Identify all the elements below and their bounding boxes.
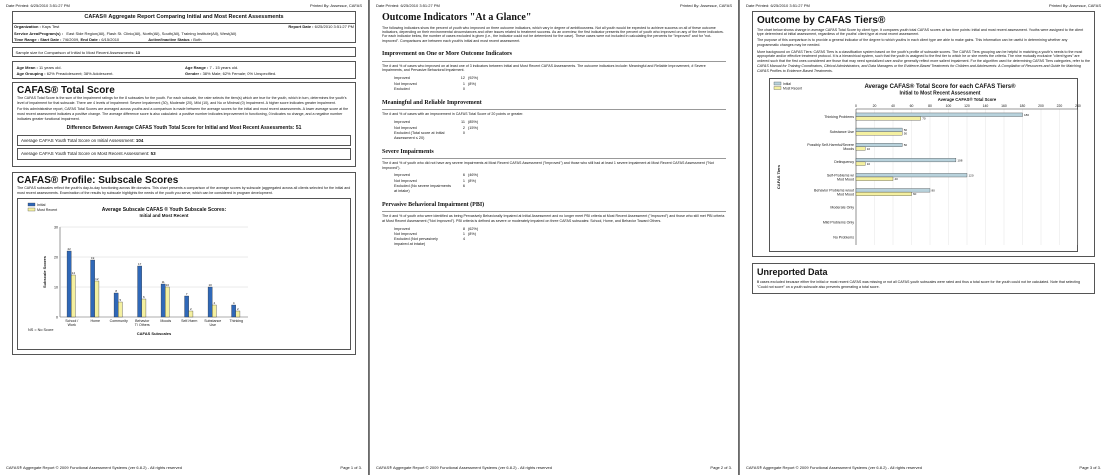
age-mean-value: 11 years old.: [38, 64, 62, 70]
x-tick-label: 160: [1001, 104, 1007, 109]
bar: [856, 132, 902, 136]
stat-percent: (8%): [468, 81, 477, 86]
page-header: [376, 3, 732, 8]
report-title: CAFAS® Aggregate Report Comparing Initial and Most Recent Assessments: [13, 12, 355, 24]
printed-by: Printed By: Assessor, CAFAS: [679, 3, 732, 8]
chart-subtitle: Initial and Most Recent: [139, 213, 189, 219]
x-tick-label: 200: [1038, 104, 1044, 109]
stat-percent: [468, 237, 481, 247]
bar-data-label: 17: [137, 262, 142, 267]
bar: [856, 158, 956, 162]
stat-count: 2: [462, 125, 465, 130]
stat-percent: (46%): [468, 173, 479, 178]
stat-label: Not Improved: [394, 231, 417, 236]
stat-label: Not Improved: [394, 125, 417, 130]
y-tick-label: Self-Problems w/: [826, 173, 854, 178]
x-tick-label: 0: [855, 104, 857, 109]
chart-subtitle: Initial to Most Recent Assessment: [899, 90, 981, 97]
bar: [118, 302, 122, 317]
divider: [382, 61, 726, 62]
outcome-indicators-title: Outcome Indicators "At a Glance": [382, 12, 532, 23]
age-range-label: Age Range :: [185, 64, 209, 70]
bar: [161, 284, 165, 317]
bar: [856, 117, 921, 121]
outcome-section-heading: Severe Impairments: [382, 148, 434, 155]
y-tick-label: Moods: [843, 147, 854, 152]
stat-label: Not Improved: [394, 178, 417, 183]
x-tick-label: 120: [964, 104, 970, 109]
total-score-para: For this administrative report, CAFAS Total Scores are averaged across youths and a comparison is made between the average scores for the initial and most recent assessments. A lower average score at the most recent assessment indicates a positive change. The average difference score is also calculated: a positive number indicates improvement in functioning, 0 indicates no change, and a negative number indicates greater functional impairment.: [17, 107, 349, 121]
sample-value: 13: [135, 49, 141, 55]
x-tick-label: 240: [1075, 104, 1081, 109]
stat-percent: (85%): [468, 120, 479, 125]
stat-label: Improved: [394, 173, 410, 178]
divider: [382, 109, 726, 110]
outcome-section-desc: The # and % of cases who improved on at least one of 3 indicators between Initial and Most Recent CAFAS Assessments. The outcome indicators include: Meaningful and Reliable Improvement, # Severe Impairments, and Pervasive Behavioral Impairment.: [382, 63, 706, 73]
bar: [142, 299, 146, 317]
outcome-section: [382, 100, 726, 141]
chart-note: NS = No Score: [28, 328, 54, 333]
report-date-label: Report Date :: [288, 24, 314, 30]
chart-title: Average CAFAS® Total Score for each CAFAS Tiers®: [864, 84, 1016, 91]
stat-label: Improved: [394, 120, 410, 125]
report-info-box: [12, 11, 356, 43]
chart-title: Average Subscale CAFAS ® Youth Subscale Scores:: [101, 207, 227, 214]
bar: [856, 143, 902, 147]
y-tick-label: Moderate Only: [830, 205, 854, 210]
difference-value: 51: [295, 125, 302, 132]
y-tick-label: Mod Mood: [837, 192, 854, 197]
outcome-stat-table: [394, 76, 481, 92]
bar-data-label: 70: [922, 116, 926, 121]
y-tick-label: 30: [54, 225, 58, 230]
outcome-section-heading: Pervasive Behavioral Impairment (PBI): [382, 201, 485, 208]
age-mean-label: Age Mean :: [16, 64, 38, 70]
stat-count: 1: [462, 178, 465, 183]
stat-count: 12: [460, 76, 465, 81]
tiers-chart-svg: [770, 79, 1088, 251]
y-tick-label: 10: [54, 285, 58, 290]
legend-label: Initial: [783, 81, 791, 86]
x-tick-label: Community: [109, 319, 128, 324]
tiers-desc: The chart below shows change in average CAFAS Total Score by client type. It compares youth total CAFAS scores at two time points: initial and most recent assessment. Youths were assigned to the client type determined at initial assessment, regardless of the youths' client type at most recent assessment.: [757, 27, 1084, 36]
page-number: Page 3 of 3.: [1079, 465, 1101, 470]
x-tick-label: Thinking: [229, 319, 244, 324]
tiers-title: Outcome by CAFAS Tiers®: [757, 15, 886, 26]
outcome-sections: [382, 51, 726, 247]
stat-percent: (8%): [468, 231, 477, 236]
y-tick-label: Thinking Problems: [824, 115, 854, 120]
bar-data-label: 120: [968, 173, 974, 178]
stat-label: Excluded (Not pervasively impaired at intake): [394, 237, 438, 246]
active-value: Both: [193, 36, 202, 42]
bar-data-label: 7: [185, 292, 188, 297]
y-tick-label: Mild Problems Only: [822, 220, 854, 225]
report-page-3: [740, 0, 1107, 475]
subscale-chart-svg: [18, 199, 343, 349]
x-tick-label: 140: [982, 104, 989, 109]
age-range-value: 7 - 15 years old.: [209, 64, 239, 70]
stat-label: Improved: [394, 226, 410, 231]
bar: [232, 305, 236, 317]
table-row: [394, 131, 481, 141]
stat-count: 6: [462, 173, 465, 178]
x-tick-label: 60: [909, 104, 914, 109]
profile-title: CAFAS® Profile: Subscale Scores: [17, 174, 179, 186]
page-number: Page 1 of 3.: [340, 465, 362, 470]
age-group-value: 62% Preadolescent; 38% Adolescent.: [46, 70, 114, 76]
tiers-chart: [769, 78, 1081, 252]
unreported-text: 0 cases excluded because either the initial or most recent CAFAS was missing or not all CAFAS youth subscales were rated and thus a total score for the youth could not be calculated. Note that selecting "Could not score" on a youth subscale also prevents generating a total score.: [757, 280, 1081, 289]
profile-section: [12, 172, 356, 355]
stat-percent: [468, 87, 481, 92]
bar: [165, 287, 169, 317]
stat-percent: (8%): [468, 178, 477, 183]
x-tick-label: Moods: [160, 319, 172, 324]
footer-copyright: CAFAS® Aggregate Report © 2009 Functional Assessment Systems (ver 6.8.2) - All rights reserved: [376, 465, 552, 470]
bar: [138, 266, 142, 317]
bar-data-label: 12: [95, 277, 99, 282]
bar-data-label: 5: [119, 298, 122, 303]
avg-initial-label: Average CAFAS Youth Total Score on Initial Assessment:: [21, 137, 135, 143]
bar: [236, 311, 240, 317]
org-value: Kays Test: [42, 24, 60, 30]
bar: [208, 287, 212, 317]
sample-label: Sample size for Comparison of Initial to Most Recent Assessments:: [15, 49, 135, 55]
bar-data-label: 14: [71, 271, 76, 276]
unreported-section: [752, 263, 1095, 294]
x-tick-label: 100: [945, 104, 952, 109]
bar: [185, 296, 189, 317]
bar-data-label: 50: [903, 131, 908, 136]
legend-swatch: [774, 82, 781, 85]
total-score-desc: The CAFAS Total Score is the sum of the impairment ratings for the 8 subscales for the youth. For each subscale, the rater selects the item(s) which are true for the youth, which in turn, determines the youth's level of impairment for that subscale. There are 4 levels of impairment: Severe Impairment (30), Moderate (20), Mild (10), and No or Minimal (0) Impairment. A higher score indicates greater impairment.: [17, 96, 347, 105]
profile-desc: The CAFAS subscales reflect the youth's day-to-day functioning across life domains. This chart presents a comparison of the average scores by subscale (aggregated across all clients selected for the initial and most recent assessments. Examination of the results by subscale highlights the needs of the youth you serve, which can be considered in program development.: [17, 186, 351, 195]
stat-percent: (15%): [468, 125, 479, 130]
outcome-section: [382, 51, 726, 91]
stat-percent: [468, 184, 481, 194]
bar-data-label: 10: [866, 162, 871, 167]
y-axis-label: Subscale Scores: [42, 256, 47, 289]
bar: [856, 162, 865, 166]
bar-data-label: 10: [165, 283, 170, 288]
stat-count: 8: [462, 226, 465, 231]
bar-data-label: 10: [866, 146, 871, 151]
bar: [856, 192, 912, 196]
x-tick-label: Work: [67, 323, 76, 328]
x-tick-label: 180: [1019, 104, 1026, 109]
stat-percent: (62%): [468, 226, 479, 231]
avg-initial-box: [17, 135, 351, 147]
tiers-para-2: More background on CAFAS Tiers: CAFAS Tiers is a classification system based on the youth's profile of subscale scores. The CAFAS Tiers grouping can be helpful in matching a youth's needs to the most appropriate and/or effective treatment protocol. It is a hierarchical system, such that the youth is assigned to the first tier to which he or she meets the criteria. The nine mutually exclusive "client types" are ordered such that the first ones considered are those that may need specialized care and/or generally reflect more salient impairment. For the algorithm used for determining CAFAS Tiers categories, refer to the CAFAS Manual for Training Coordinators, Clinical Administrators, and Data Managers or the Evidence-Based Treatments for Children and Adolescents: A Compilation of Resources and Guide for Matching CAFAS Profiles to Evidence-Based Treatments.: [757, 49, 1090, 73]
chart-axis-title: Average CAFAS® Total Score: [937, 97, 997, 103]
report-meta-table: [13, 24, 355, 43]
bar-data-label: 40: [894, 177, 898, 182]
avg-recent-label: Average CAFAS Youth Total Score on Most Recent Assessment:: [21, 151, 150, 157]
outcome-section: [382, 149, 726, 194]
service-label: Service Area/Program(s) :: [14, 30, 63, 36]
report-date-value: 6/25/2010 3:51:27 PM: [314, 24, 354, 30]
date-printed: Date Printed: 6/25/2010 3:51:27 PM: [376, 3, 440, 8]
outcome-stat-table: [394, 226, 481, 247]
y-tick-label: 0: [56, 315, 58, 320]
stat-count: 11: [461, 120, 465, 125]
bar-data-label: 50: [903, 128, 908, 133]
age-group-label: Age Grouping :: [16, 70, 46, 76]
outcome-section-desc: The # and % of cases with an improvement in CAFAS Total Score of 20 points or greater.: [382, 112, 524, 117]
outcome-section-desc: The # and % of youth who did not have any severe impairments at Most Recent CAFAS Assessment ("Improved") and those who still had at least 1 severe impairment at Most Recent CAFAS Assessment ("Not Improved").: [382, 161, 714, 170]
outcome-indicators-intro: The following indicators show the percent of youth who improved on three outcome indicators, which vary in degree of ambitiousness. Not all youth would be expected to achieve success on all of these outcome indicators, depending on their environmental circumstances and other issues related to treatment success. As an overview, the first indicator presents the percent of youth who improved on any of the three indicators. For each indicator below, the number of cases excluded is given (i.e., the indicator could not be determined for the case). These cases were not included in calculating the percents for "improved" and for "not-improved". Comparisons are between each youth's initial and most recent assessment.: [382, 25, 724, 43]
bar-data-label: 19: [90, 256, 95, 261]
bar: [856, 147, 865, 151]
time-label: Time Range : Start Date :: [14, 36, 62, 42]
outcome-section: [382, 202, 726, 247]
table-row: [394, 237, 481, 247]
x-tick-label: T/ Others: [134, 323, 150, 328]
table-row: [394, 87, 481, 92]
x-tick-label: 80: [928, 104, 932, 109]
stat-label: Excluded: [394, 86, 410, 91]
outcome-section-desc: The # and % of youth who were identified as being Pervasively Behaviorally Impaired at Initial Assessment and no longer meet PBI criteria at Most Recent Assessment ("Improved") and those who still met PBI criteria at Most Recent Assessment ("Not Improved"). PBI criteria is defined as severe or moderately impaired on three CAFAS subscales: School, Home, and Behavior Toward Others.: [382, 214, 725, 223]
stat-label: Excluded (No severe impairments at intake): [394, 184, 451, 193]
outcome-section-heading: Meaningful and Reliable Improvement: [382, 99, 482, 106]
end-date: 6/15/2010: [101, 36, 120, 42]
legend-swatch: [28, 203, 35, 206]
x-axis-label: CAFAS Subscales: [136, 331, 172, 337]
y-tick-label: Mod Mood: [837, 177, 854, 182]
avg-recent-value: 53: [150, 151, 156, 157]
difference-line: [17, 125, 351, 131]
bar: [95, 281, 99, 317]
avg-recent-box: [17, 148, 351, 160]
y-axis-label: CAFAS Tiers: [776, 165, 781, 190]
stat-count: 0: [462, 130, 465, 135]
divider: [382, 211, 726, 212]
x-tick-label: 220: [1056, 104, 1063, 109]
outcome-stat-table: [394, 120, 481, 141]
page-header: [6, 3, 362, 8]
total-score-title: CAFAS® Total Score: [17, 84, 115, 96]
stat-count: 4: [462, 237, 465, 242]
outcome-section-heading: Improvement on One or More Outcome Indicators: [382, 51, 512, 58]
org-label: Organization :: [14, 24, 41, 30]
x-tick-label: Substance: [204, 319, 222, 324]
bar: [856, 177, 893, 181]
page-footer: [746, 465, 1101, 470]
bar: [189, 311, 193, 317]
bar-data-label: 11: [161, 280, 165, 285]
stat-count: 1: [462, 81, 465, 86]
legend-label: Most Recent: [37, 208, 58, 213]
bar-data-label: 4: [213, 301, 216, 306]
page-number: Page 2 of 3.: [710, 465, 732, 470]
date-printed: Date Printed: 6/25/2010 3:51:27 PM: [746, 3, 810, 8]
service-value: East Side Region(All), Flash St. Clinic(All), North(All), South(All), Training Institute(All), West(All): [66, 30, 237, 36]
bar-data-label: 108: [957, 158, 963, 163]
bar-data-label: 60: [913, 192, 917, 197]
bar: [856, 189, 930, 193]
bar-data-label: 4: [232, 301, 235, 306]
legend-swatch: [28, 208, 35, 211]
bar: [856, 113, 1023, 117]
stat-count: 0: [462, 86, 465, 91]
start-date: 7/6/2009,: [62, 36, 80, 42]
y-tick-label: Delinquency: [834, 160, 854, 165]
difference-label: Difference Between Average CAFAS Youth Total Score for Initial and Most Recent Assessments:: [66, 125, 295, 132]
legend-label: Initial: [37, 203, 46, 208]
stat-label: Improved: [394, 76, 410, 81]
unreported-title: Unreported Data: [757, 267, 828, 278]
x-tick-label: School /: [65, 319, 79, 324]
bar: [114, 293, 118, 317]
divider: [382, 158, 726, 159]
y-tick-label: Possibly Self-Harmful/Severe: [807, 143, 854, 148]
x-tick-label: Use: [209, 323, 216, 328]
x-tick-label: 40: [891, 104, 895, 109]
unreported-count: 0: [757, 280, 759, 285]
stat-count: 6: [462, 184, 465, 189]
x-tick-label: Self-Harm: [181, 319, 198, 324]
avg-initial-value: 104: [135, 137, 144, 143]
active-label: Active/Inactive Status :: [148, 36, 193, 42]
gender-value: 38% Male; 62% Female; 0% Unspecified.: [202, 70, 277, 76]
bar: [212, 305, 216, 317]
x-tick-label: Home: [90, 319, 101, 324]
bar: [91, 260, 95, 317]
bar-data-label: 2: [190, 307, 192, 312]
y-tick-label: Behavior Problems w/out: [814, 188, 854, 193]
stat-label: Excluded (Total score at Initial Assessment ≤ 20): [394, 130, 445, 140]
stat-percent: [468, 131, 481, 141]
bar-data-label: 80: [931, 188, 935, 193]
footer-copyright: CAFAS® Aggregate Report © 2009 Functional Assessment Systems (ver 6.8.2) - All rights reserved: [746, 465, 922, 470]
bar-data-label: 6: [143, 295, 145, 300]
bar: [71, 275, 75, 317]
y-tick-label: 20: [54, 255, 58, 260]
page-footer: [6, 465, 362, 470]
bar-data-label: 8: [115, 289, 117, 294]
bar-data-label: 180: [1024, 113, 1030, 118]
tiers-para-1: The purpose of this comparison is to provide a general indicator of the degree to which youths in each client type are able to make gains. This information can be useful in determining whether any programmatic changes may be needed.: [757, 38, 1068, 48]
table-row: [394, 184, 481, 194]
bar-data-label: 10: [208, 283, 212, 288]
tiers-section: [752, 11, 1095, 257]
bar: [856, 174, 967, 178]
stat-label: Not Improved: [394, 81, 417, 86]
bar-data-label: 22: [67, 247, 71, 252]
printed-by: Printed By: Assessor, CAFAS: [1048, 3, 1101, 8]
page-header: [746, 3, 1101, 8]
bar: [856, 128, 902, 132]
x-tick-label: Behavior: [135, 319, 150, 324]
subscale-chart: [17, 198, 351, 350]
report-page-1: [0, 0, 369, 475]
stat-percent: (92%): [468, 76, 479, 81]
legend-swatch: [774, 87, 781, 90]
gender-label: Gender :: [185, 70, 202, 76]
total-score-section: [12, 82, 356, 167]
bar: [67, 251, 71, 317]
demographics-box: [12, 61, 356, 78]
printed-by: Printed By: Assessor, CAFAS: [309, 3, 362, 8]
bar-data-label: 2: [237, 307, 239, 312]
y-tick-label: No Problems: [833, 235, 854, 240]
footer-copyright: CAFAS® Aggregate Report © 2009 Functional Assessment Systems (ver 6.8.2) - All rights reserved: [6, 465, 182, 470]
date-printed: Date Printed: 6/25/2010 3:51:27 PM: [6, 3, 70, 8]
page-footer: [376, 465, 732, 470]
end-label: End Date :: [80, 36, 101, 42]
sample-size-box: [12, 47, 356, 57]
outcome-stat-table: [394, 173, 481, 194]
x-tick-label: 20: [872, 104, 877, 109]
y-tick-label: Substance Use: [829, 130, 854, 135]
bar-data-label: 50: [903, 143, 908, 148]
stat-count: 1: [462, 231, 465, 236]
legend-label: Most Recent: [783, 86, 803, 91]
report-page-2: [370, 0, 739, 475]
